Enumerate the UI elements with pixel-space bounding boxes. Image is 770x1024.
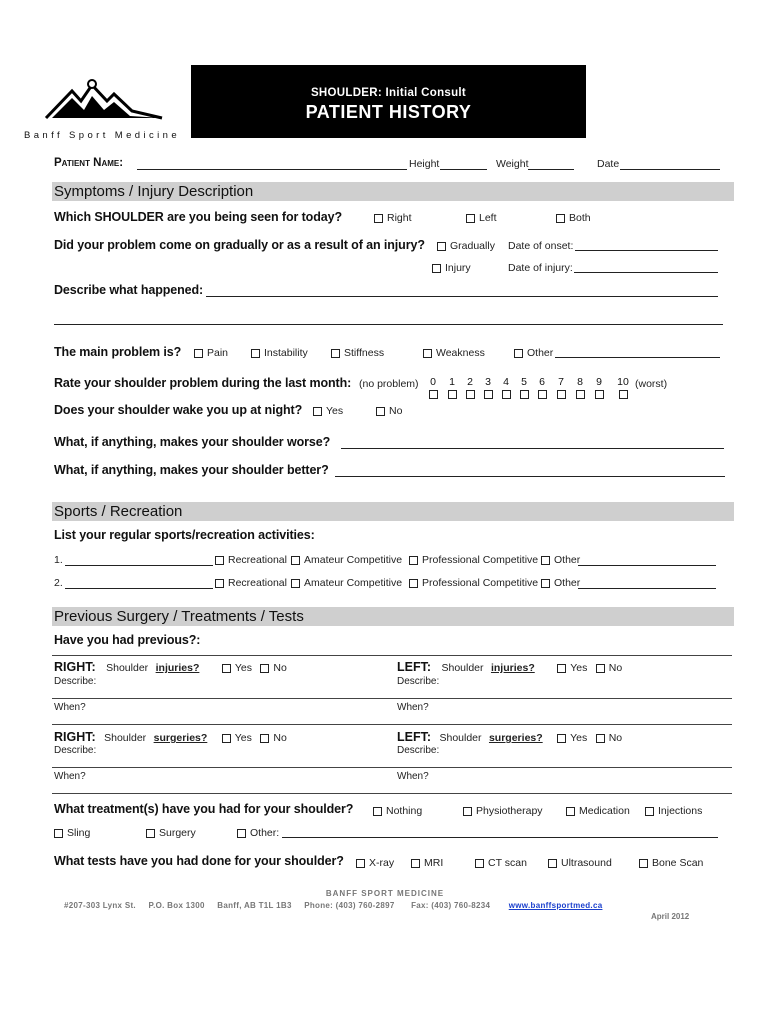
option-injections[interactable]: Injections — [645, 805, 702, 817]
page-title: PATIENT HISTORY — [305, 102, 472, 122]
option-ct-scan[interactable]: CT scan — [475, 857, 527, 869]
option-other[interactable]: Other — [541, 554, 580, 566]
header-box — [191, 65, 586, 138]
option-right[interactable]: Right — [374, 212, 412, 224]
height-field[interactable] — [440, 169, 487, 170]
left-injuries-describe[interactable]: Describe: — [397, 676, 440, 687]
option-instability[interactable]: Instability — [251, 347, 308, 359]
onset-date-field[interactable] — [575, 250, 718, 251]
checkbox[interactable] — [291, 579, 300, 588]
q-main-problem: The main problem is? — [54, 345, 182, 359]
q-sports-list: List your regular sports/recreation activities: — [54, 528, 315, 542]
rating-option-1[interactable]: 1 — [445, 376, 459, 400]
checkbox[interactable] — [557, 390, 566, 399]
checkbox[interactable] — [215, 579, 224, 588]
left-surgeries-describe[interactable]: Describe: — [397, 745, 440, 756]
sports-row-1: 1. Recreational Amateur Competitive Professional Competitive Other — [54, 554, 724, 570]
checkbox[interactable] — [484, 390, 493, 399]
checkbox[interactable] — [639, 859, 648, 868]
checkbox[interactable] — [557, 734, 566, 743]
left-injuries-row: LEFT: Shoulder injuries? Yes No — [397, 660, 623, 674]
onset-label: Date of onset: — [508, 240, 574, 252]
q-wake-night: Does your shoulder wake you up at night? — [54, 403, 303, 417]
left-surgeries-when[interactable]: When? — [397, 771, 429, 782]
option-no[interactable]: No — [596, 662, 622, 674]
sports-row-2: 2. Recreational Amateur Competitive Professional Competitive Other — [54, 577, 724, 593]
q-tests: What tests have you had done for your shoulder? — [54, 854, 344, 868]
option-no[interactable]: No — [260, 662, 286, 674]
footer-address: #207-303 Lynx St. — [64, 901, 136, 910]
option-sling[interactable]: Sling — [54, 827, 90, 839]
rate-low-label: (no problem) — [359, 378, 419, 390]
section-sports: Sports / Recreation — [52, 502, 734, 521]
checkbox[interactable] — [429, 390, 438, 399]
worse-field[interactable] — [341, 448, 724, 449]
checkbox[interactable] — [556, 214, 565, 223]
checkbox[interactable] — [557, 664, 566, 673]
checkbox[interactable] — [146, 829, 155, 838]
checkbox[interactable] — [411, 859, 420, 868]
option-physiotherapy[interactable]: Physiotherapy — [463, 805, 543, 817]
section-surgery: Previous Surgery / Treatments / Tests — [52, 607, 734, 626]
option-surgery[interactable]: Surgery — [146, 827, 196, 839]
better-field[interactable] — [335, 476, 725, 477]
option-yes[interactable]: Yes — [222, 732, 252, 744]
date-field[interactable] — [620, 169, 720, 170]
checkbox[interactable] — [222, 664, 231, 673]
option-left[interactable]: Left — [466, 212, 497, 224]
option-other-treatment[interactable]: Other: — [237, 827, 279, 839]
logo — [24, 78, 181, 142]
right-surgeries-row: RIGHT: Shoulder surgeries? Yes No — [54, 730, 287, 744]
rating-option-0[interactable]: 0 — [426, 376, 440, 400]
checkbox[interactable] — [538, 390, 547, 399]
checkbox[interactable] — [409, 556, 418, 565]
checkbox[interactable] — [260, 734, 269, 743]
option-ultrasound[interactable]: Ultrasound — [548, 857, 612, 869]
checkbox[interactable] — [566, 807, 575, 816]
checkbox[interactable] — [374, 214, 383, 223]
checkbox[interactable] — [313, 407, 322, 416]
q-describe: Describe what happened: — [54, 283, 204, 297]
option-wake-no[interactable]: No — [376, 405, 402, 417]
footer-pobox: P.O. Box 1300 — [148, 901, 205, 910]
checkbox[interactable] — [596, 734, 605, 743]
divider — [52, 767, 732, 768]
option-other[interactable]: Other — [541, 577, 580, 589]
rating-option-8[interactable]: 8 — [573, 376, 587, 400]
rating-option-9[interactable]: 9 — [592, 376, 606, 400]
rating-option-7[interactable]: 7 — [554, 376, 568, 400]
checkbox[interactable] — [541, 579, 550, 588]
weight-label: Weight — [496, 158, 529, 170]
checkbox[interactable] — [541, 556, 550, 565]
divider — [52, 793, 732, 794]
checkbox[interactable] — [432, 264, 441, 273]
option-mri[interactable]: MRI — [411, 857, 443, 869]
checkbox[interactable] — [331, 349, 340, 358]
footer-website-link[interactable]: www.banffsportmed.ca — [508, 901, 603, 910]
q-rate: Rate your shoulder problem during the last month: — [54, 376, 352, 390]
describe-field-2[interactable] — [54, 324, 723, 325]
rating-option-5[interactable]: 5 — [517, 376, 531, 400]
checkbox[interactable] — [576, 390, 585, 399]
checkbox[interactable] — [463, 807, 472, 816]
option-medication[interactable]: Medication — [566, 805, 630, 817]
checkbox[interactable] — [373, 807, 382, 816]
checkbox[interactable] — [520, 390, 529, 399]
q-have-you-had: Have you had previous?: — [54, 633, 201, 647]
right-surgeries-describe[interactable]: Describe: — [54, 745, 97, 756]
q-gradual-injury: Did your problem come on gradually or as a result of an injury? — [54, 238, 425, 252]
option-xray[interactable]: X-ray — [356, 857, 394, 869]
other-sport-field[interactable] — [578, 565, 716, 566]
date-label: Date — [597, 158, 620, 170]
option-gradually[interactable]: Gradually — [437, 240, 495, 252]
footer-fax: Fax: (403) 760-8234 — [411, 901, 491, 910]
checkbox[interactable] — [596, 664, 605, 673]
checkbox[interactable] — [466, 390, 475, 399]
right-injuries-row: RIGHT: Shoulder injuries? Yes No — [54, 660, 287, 674]
footer-org: BANFF SPORT MEDICINE — [325, 889, 445, 898]
injury-date-field[interactable] — [574, 272, 718, 273]
patient-name-field[interactable] — [137, 169, 407, 170]
option-yes[interactable]: Yes — [557, 662, 587, 674]
checkbox[interactable] — [215, 556, 224, 565]
checkbox[interactable] — [514, 349, 523, 358]
rating-option-10[interactable]: 10 — [615, 376, 631, 400]
injury-date-label: Date of injury: — [508, 262, 573, 274]
describe-field-1[interactable] — [206, 296, 718, 297]
logo-text: Banff Sport Medicine — [24, 130, 181, 141]
divider — [52, 655, 732, 656]
option-amateur[interactable]: Amateur Competitive — [291, 554, 402, 566]
checkbox[interactable] — [595, 390, 604, 399]
left-surgeries-row: LEFT: Shoulder surgeries? Yes No — [397, 730, 623, 744]
checkbox[interactable] — [356, 859, 365, 868]
checkbox[interactable] — [222, 734, 231, 743]
left-injuries-when[interactable]: When? — [397, 702, 429, 713]
right-surgeries-when[interactable]: When? — [54, 771, 86, 782]
option-professional[interactable]: Professional Competitive — [409, 577, 538, 589]
mountain-logo-icon — [44, 78, 174, 124]
rating-option-2[interactable]: 2 — [463, 376, 477, 400]
checkbox[interactable] — [291, 556, 300, 565]
rating-option-6[interactable]: 6 — [535, 376, 549, 400]
other-treatment-field[interactable] — [282, 837, 718, 838]
option-professional[interactable]: Professional Competitive — [409, 554, 538, 566]
option-nothing[interactable]: Nothing — [373, 805, 422, 817]
height-label: Height — [409, 158, 440, 170]
patient-name-label: Patient Name: — [54, 157, 124, 169]
option-injury[interactable]: Injury — [432, 262, 471, 274]
option-amateur[interactable]: Amateur Competitive — [291, 577, 402, 589]
checkbox[interactable] — [237, 829, 246, 838]
footer-city: Banff, AB T1L 1B3 — [217, 901, 292, 910]
option-recreational[interactable]: Recreational — [215, 577, 287, 589]
option-no[interactable]: No — [596, 732, 622, 744]
checkbox[interactable] — [423, 349, 432, 358]
rating-option-4[interactable]: 4 — [499, 376, 513, 400]
option-no[interactable]: No — [260, 732, 286, 744]
right-injuries-when[interactable]: When? — [54, 702, 86, 713]
checkbox[interactable] — [475, 859, 484, 868]
q-better: What, if anything, makes your shoulder better? — [54, 463, 329, 477]
checkbox[interactable] — [548, 859, 557, 868]
other-sport-field[interactable] — [578, 588, 716, 589]
q-which-shoulder: Which SHOULDER are you being seen for today? — [54, 210, 342, 224]
checkbox[interactable] — [645, 807, 654, 816]
right-injuries-describe[interactable]: Describe: — [54, 676, 97, 687]
checkbox[interactable] — [260, 664, 269, 673]
section-symptoms: Symptoms / Injury Description — [52, 182, 734, 201]
checkbox[interactable] — [619, 390, 628, 399]
footer-contact — [64, 901, 602, 910]
sport-field[interactable] — [65, 565, 213, 566]
option-recreational[interactable]: Recreational — [215, 554, 287, 566]
weight-field[interactable] — [528, 169, 574, 170]
checkbox[interactable] — [251, 349, 260, 358]
checkbox[interactable] — [502, 390, 511, 399]
checkbox[interactable] — [376, 407, 385, 416]
divider — [52, 724, 732, 725]
footer-date: April 2012 — [651, 912, 690, 921]
checkbox[interactable] — [448, 390, 457, 399]
checkbox[interactable] — [466, 214, 475, 223]
checkbox[interactable] — [437, 242, 446, 251]
q-worse: What, if anything, makes your shoulder worse? — [54, 435, 331, 449]
option-bone-scan[interactable]: Bone Scan — [639, 857, 703, 869]
option-pain[interactable]: Pain — [194, 347, 228, 359]
other-problem-field[interactable] — [555, 357, 720, 358]
divider — [52, 698, 732, 699]
q-treatments: What treatment(s) have you had for your shoulder? — [54, 802, 354, 816]
checkbox[interactable] — [194, 349, 203, 358]
header-subtitle: SHOULDER: Initial Consult — [310, 87, 467, 99]
option-wake-yes[interactable]: Yes — [313, 405, 343, 417]
option-both[interactable]: Both — [556, 212, 591, 224]
option-weakness[interactable]: Weakness — [423, 347, 485, 359]
rate-high-label: (worst) — [635, 378, 668, 390]
rating-scale — [426, 376, 636, 402]
option-yes[interactable]: Yes — [557, 732, 587, 744]
option-stiffness[interactable]: Stiffness — [331, 347, 384, 359]
checkbox[interactable] — [54, 829, 63, 838]
option-yes[interactable]: Yes — [222, 662, 252, 674]
checkbox[interactable] — [409, 579, 418, 588]
footer-phone: Phone: (403) 760-2897 — [304, 901, 395, 910]
sport-field[interactable] — [65, 588, 213, 589]
rating-option-3[interactable]: 3 — [481, 376, 495, 400]
option-other[interactable]: Other — [514, 347, 553, 359]
